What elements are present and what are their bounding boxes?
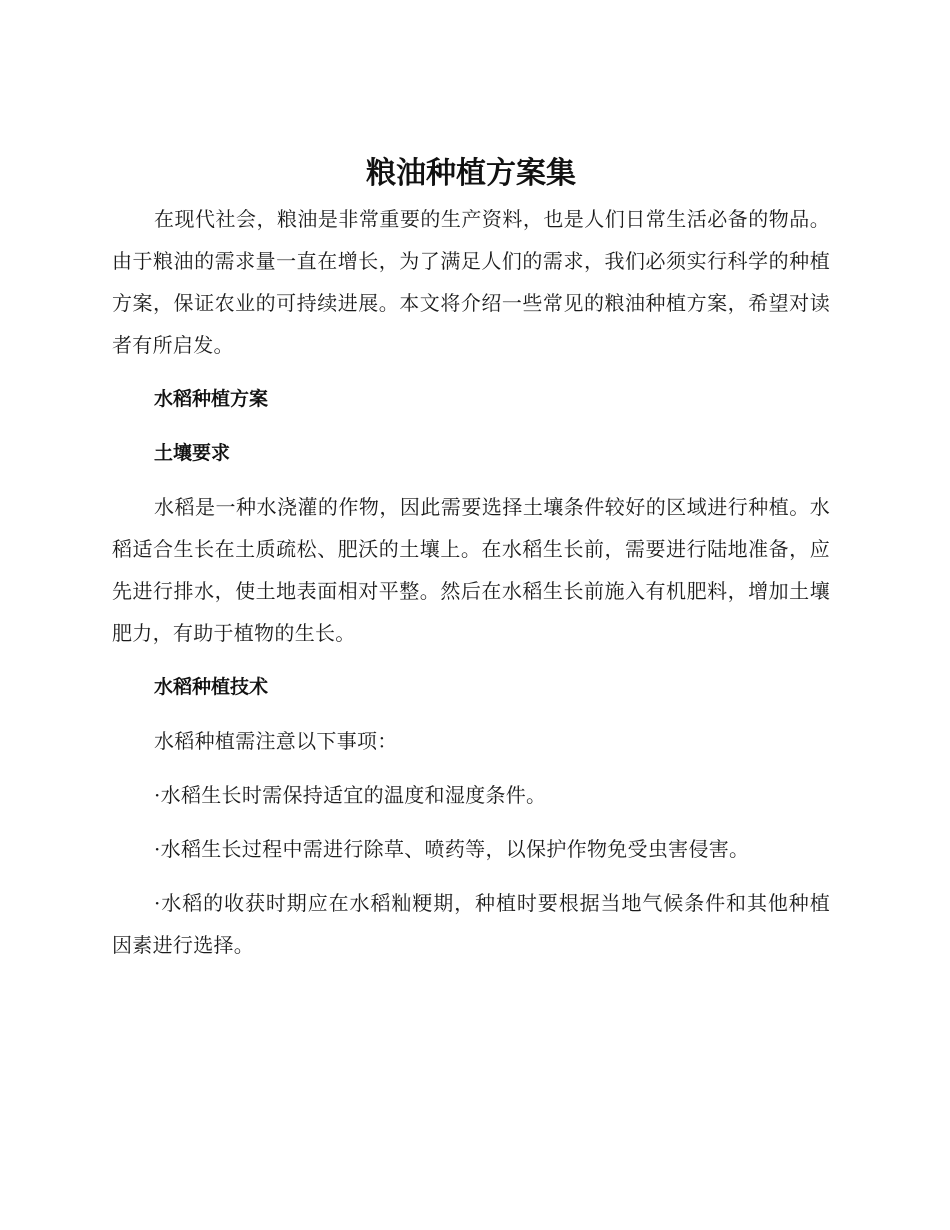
list-item: ·水稻生长过程中需进行除草、喷药等，以保护作物免受虫害侵害。: [154, 837, 750, 861]
spacer: [112, 474, 830, 486]
spacer: [112, 816, 830, 828]
document-body: [112, 150, 830, 966]
spacer: [112, 762, 830, 774]
technique-lead: 水稻种植需注意以下事项：: [154, 729, 398, 753]
list-item: ·水稻生长时需保持适宜的温度和湿度条件。: [154, 783, 547, 807]
soil-paragraph: 水稻是一种水浇灌的作物，因此需要选择土壤条件较好的区域进行种植。水稻适合生长在土质疏松、肥沃的土壤上。在水稻生长前，需要进行陆地准备，应先进行排水，使土地表面相对平整。然后在水稻生长前施入有机肥料，增加土壤肥力，有助于植物的生长。: [112, 495, 830, 645]
intro-paragraph: 在现代社会，粮油是非常重要的生产资料，也是人们日常生活必备的物品。由于粮油的需求量一直在增长，为了满足人们的需求，我们必须实行科学的种植方案，保证农业的可持续进展。本文将介绍一些常见的粮油种植方案，希望对读者有所启发。: [112, 207, 830, 357]
spacer: [112, 708, 830, 720]
spacer: [112, 654, 830, 666]
subheading-soil: 土壤要求: [154, 442, 231, 464]
spacer: [112, 366, 830, 378]
subheading-technique: 水稻种植技术: [154, 676, 269, 698]
section-heading-rice: 水稻种植方案: [154, 388, 269, 410]
spacer: [112, 420, 830, 432]
list-item: ·水稻的收获时期应在水稻籼粳期，种植时要根据当地气候条件和其他种植因素进行选择。: [112, 891, 830, 957]
page-title: 粮油种植方案集: [366, 156, 576, 191]
spacer: [112, 870, 830, 882]
